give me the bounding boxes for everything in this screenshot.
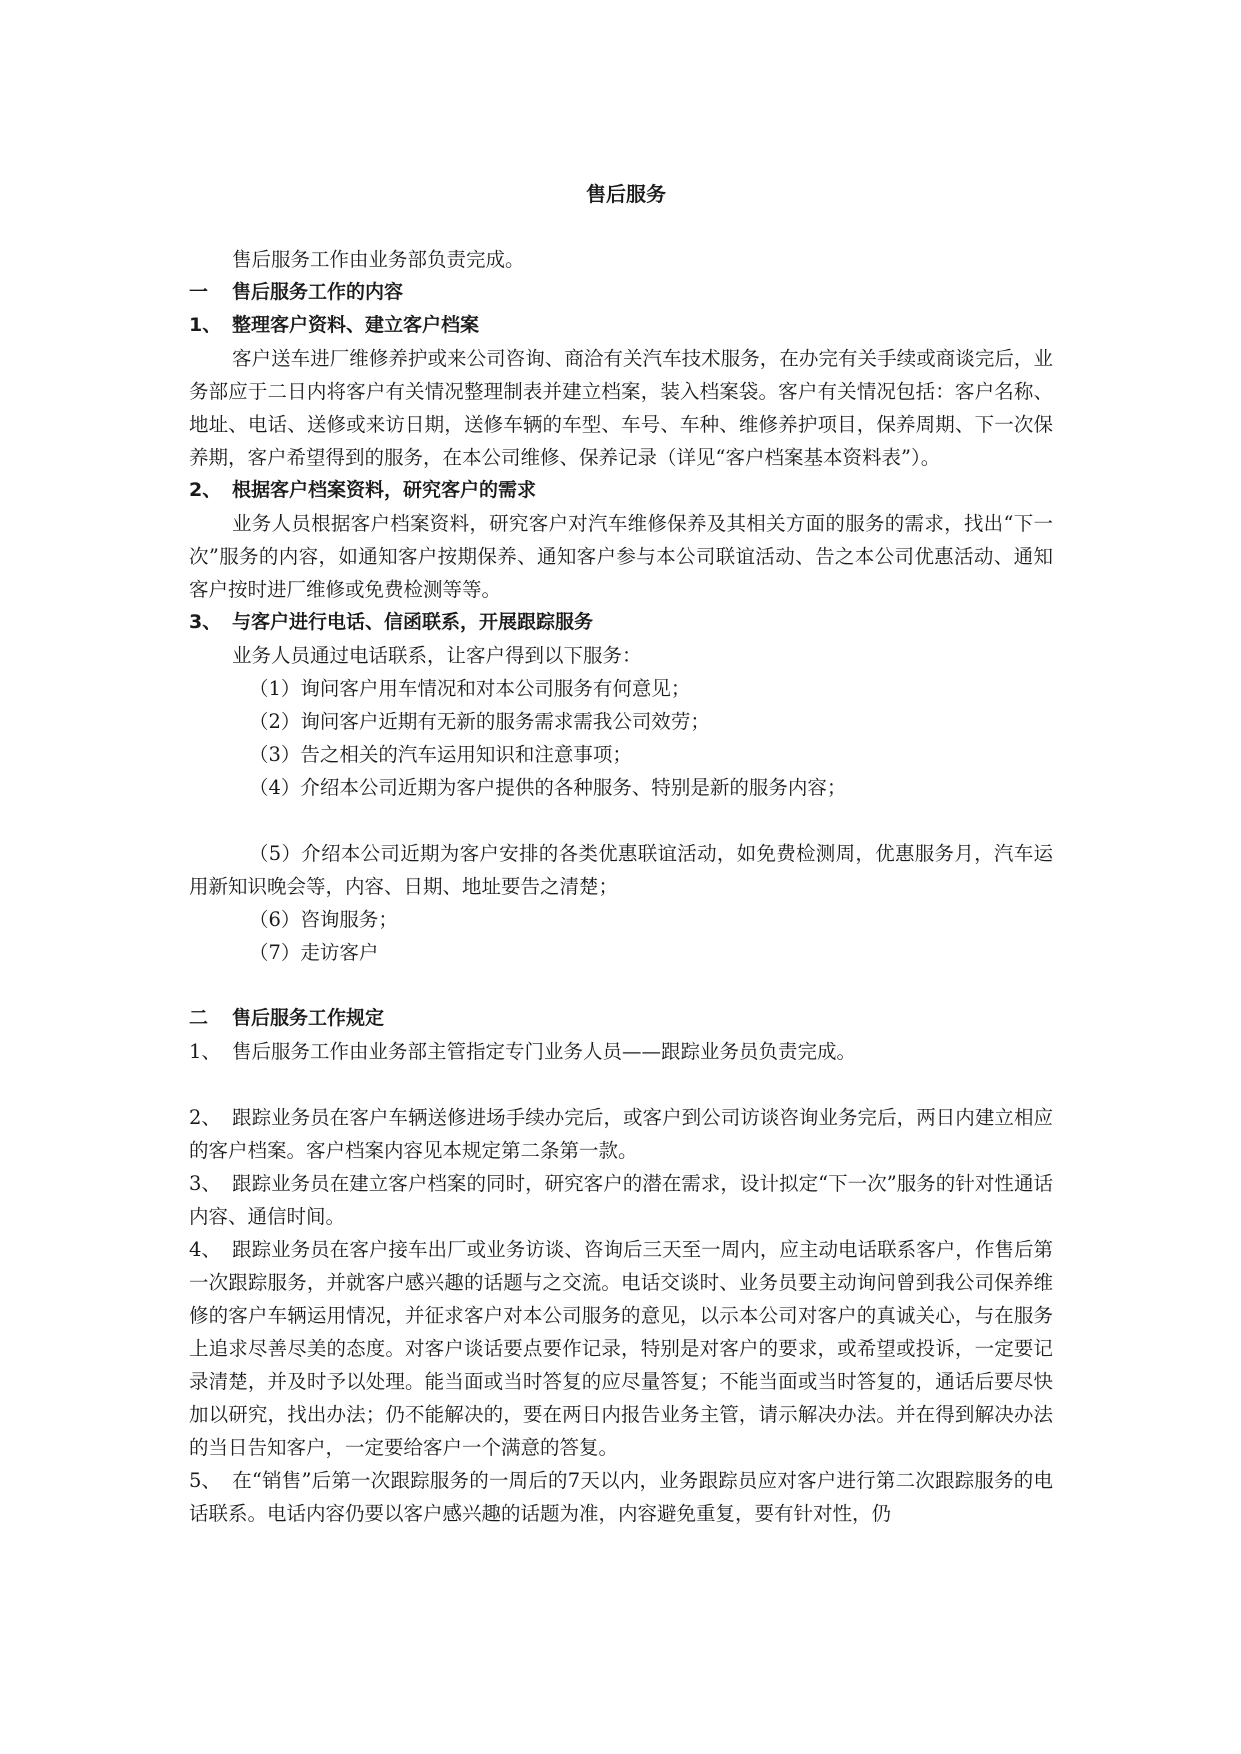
service-item-1: （1）询问客户用车情况和对本公司服务有何意见； [249, 677, 691, 700]
rule-3-text: 跟踪业务员在建立客户档案的同时，研究客户的潜在需求，设计拟定“下一次”服务的针对性通话内容、通信时间。 [189, 1172, 1053, 1228]
item-3-heading [189, 606, 1053, 639]
rule-5-text: 在“销售”后第一次跟踪服务的一周后的7天以内，业务跟踪员应对客户进行第二次跟踪服务的电话联系。电话内容仍要以客户感兴趣的话题为准，内容避免重复，要有针对性，仍 [189, 1469, 1053, 1525]
item-2-number: 2、 [189, 479, 222, 501]
item-3-number: 3、 [189, 611, 222, 633]
rule-3 [189, 1167, 1053, 1233]
item-3-title: 与客户进行电话、信函联系，开展跟踪服务 [232, 611, 594, 633]
rule-1 [189, 1035, 1053, 1068]
rule-4-text: 跟踪业务员在客户接车出厂或业务访谈、咨询后三天至一周内，应主动电话联系客户，作售后第一次跟踪服务，并就客户感兴趣的话题与之交流。电话交谈时、业务员要主动询问曾到我公司保养维修的客户车辆运用情况，并征求客户对本公司服务的意见，以示本公司对客户的真诚关心，与在服务上追求尽善尽美的态度。对客户谈话要点要作记录，特别是对客户的要求，或希望或投诉，一定要记录清楚，并及时予以处理。能当面或当时答复的应尽量答复；不能当面或当时答复的，通话后要尽快加以研究，找出办法；仍不能解决的，要在两日内报告业务主管，请示解决办法。并在得到解决办法的当日告知客户，一定要给客户一个满意的答复。 [189, 1238, 1053, 1459]
intro-paragraph: 售后服务工作由业务部负责完成。 [232, 248, 525, 271]
rule-5-number: 5、 [189, 1469, 221, 1492]
rule-4 [189, 1233, 1053, 1464]
section-2-marker: 二 [189, 1007, 209, 1029]
spacer [189, 969, 1053, 1002]
service-item-7: （7）走访客户 [249, 941, 379, 964]
document-title: 售后服务 [586, 182, 666, 206]
rule-4-number: 4、 [189, 1238, 221, 1261]
section-1-title: 售后服务工作的内容 [232, 281, 404, 303]
service-item-3: （3）告之相关的汽车运用知识和注意事项； [249, 743, 632, 766]
service-item-2: （2）询问客户近期有无新的服务需求需我公司效劳； [249, 710, 710, 733]
section-2-title: 售后服务工作规定 [232, 1007, 385, 1029]
service-item-5: （5）介绍本公司近期为客户安排的各类优惠联谊活动，如免费检测周，优惠服务月，汽车运用新知识晚会等，内容、日期、地址要告之清楚； [189, 842, 1053, 898]
rule-2-text: 跟踪业务员在客户车辆送修进场手续办完后，或客户到公司访谈咨询业务完后，两日内建立相应的客户档案。客户档案内容见本规定第二条第一款。 [189, 1106, 1053, 1162]
item-1-number: 1、 [189, 314, 222, 336]
rule-2 [189, 1101, 1053, 1167]
rule-1-text: 售后服务工作由业务部主管指定专门业务人员——跟踪业务员负责完成。 [232, 1040, 857, 1063]
item-2-body: 业务人员根据客户档案资料，研究客户对汽车维修保养及其相关方面的服务的需求，找出“下一次”服务的内容，如通知客户按期保养、通知客户参与本公司联谊活动、告之本公司优惠活动、通知客户按时进厂维修或免费检测等等。 [189, 512, 1053, 601]
section-2-heading [189, 1002, 1053, 1035]
service-item-6: （6）咨询服务； [249, 908, 398, 931]
section-1-heading [189, 276, 1053, 309]
spacer [189, 804, 1053, 837]
document-body [189, 178, 1053, 1530]
service-item-4: （4）介绍本公司近期为客户提供的各种服务、特别是新的服务内容； [249, 776, 847, 799]
rule-1-number: 1、 [189, 1040, 221, 1063]
item-1-title: 整理客户资料、建立客户档案 [232, 314, 480, 336]
spacer [189, 1068, 1053, 1101]
item-1-body: 客户送车进厂维修养护或来公司咨询、商洽有关汽车技术服务，在办完有关手续或商谈完后，业务部应于二日内将客户有关情况整理制表并建立档案，装入档案袋。客户有关情况包括：客户名称、地址、电话、送修或来访日期，送修车辆的车型、车号、车种、维修养护项目，保养周期、下一次保养期，客户希望得到的服务，在本公司维修、保养记录（详见“客户档案基本资料表”）。 [189, 347, 1053, 469]
item-1-heading [189, 309, 1053, 342]
item-3-body: 业务人员通过电话联系，让客户得到以下服务： [232, 644, 642, 667]
rule-3-number: 3、 [189, 1172, 221, 1195]
rule-5 [189, 1464, 1053, 1530]
item-2-title: 根据客户档案资料，研究客户的需求 [232, 479, 537, 501]
item-2-heading [189, 474, 1053, 507]
rule-2-number: 2、 [189, 1106, 221, 1129]
section-1-marker: 一 [189, 281, 209, 303]
